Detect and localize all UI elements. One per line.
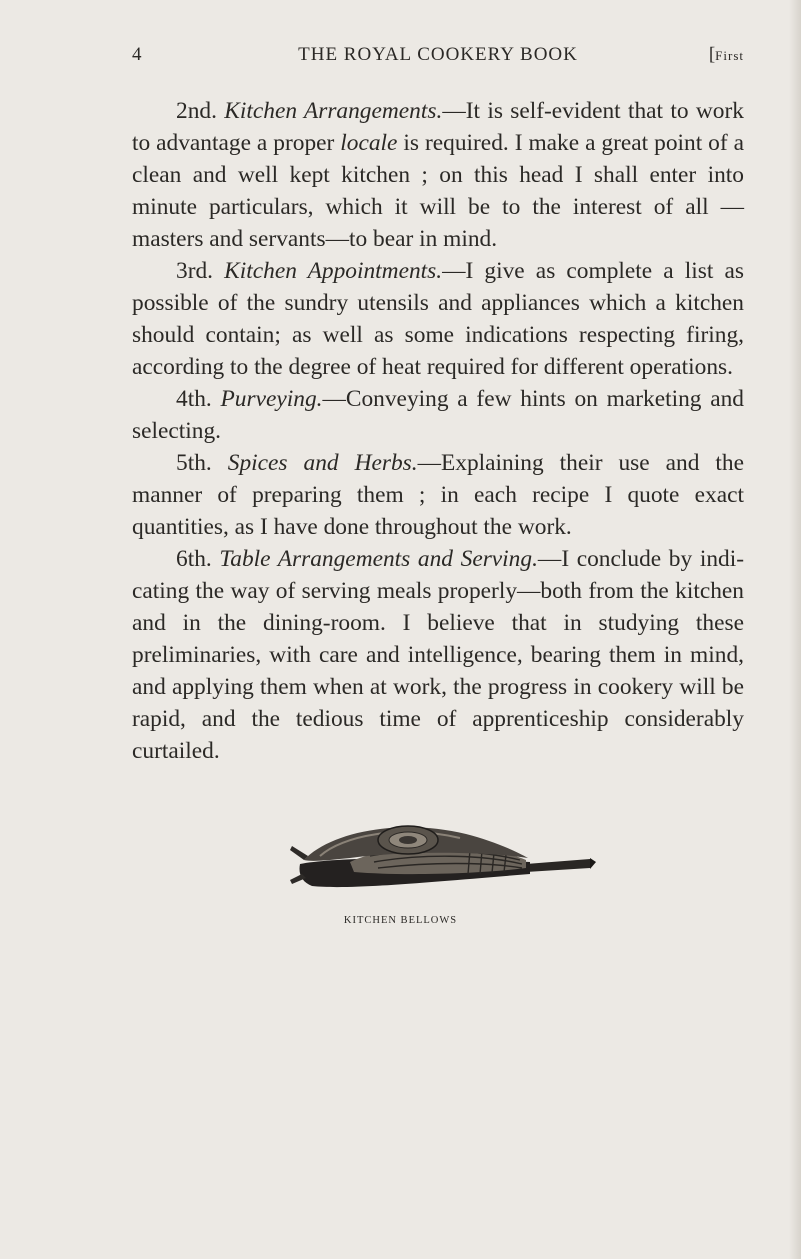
bellows-icon [290, 812, 610, 902]
paragraph-title: Kitchen Appointments. [224, 258, 443, 284]
paragraph-lead: 4th. [176, 386, 212, 412]
paragraph-title: Kitchen Arrangements. [224, 98, 443, 124]
paragraph-lead: 2nd. [176, 98, 217, 124]
section-label [709, 44, 744, 66]
running-title: THE ROYAL COOKERY BOOK [298, 44, 578, 65]
paragraph-text: —I conclude by indi- cating the way of serving meals properly—both from the kitchen and in the dining-room. I believe that in studying these preliminaries, with care and intelligence, bearing them in mind, and applying them when at work, the progress in cookery will be rapid, and the tedious time of apprenticeship considerably curtailed. [132, 546, 744, 764]
paragraph-text: —It is self-evident that to work to advantage a proper [132, 98, 744, 156]
page-number: 4 [132, 44, 142, 65]
running-header [132, 44, 744, 74]
paragraph-kitchen-appointments [132, 255, 744, 383]
paragraph-lead: 6th. [176, 546, 212, 572]
paragraph-text: —Conveying a few hints on marketing and selecting. [132, 386, 744, 444]
paragraph-text: —Explaining their use and the manner of preparing them ; in each recipe I quote exact quantities, as I have done throughout the work. [132, 450, 744, 540]
paragraph-lead: 3rd. [176, 258, 214, 284]
paragraph-title: Spices and Herbs. [227, 450, 418, 476]
section-label-text: First [715, 48, 744, 63]
paragraph-lead: 5th. [176, 450, 212, 476]
paragraph-text-continued: is required. I make a great point of a clean and well kept kitchen ; on this head I shall enter into minute particulars, which it will be to the interest of all —masters and servants—to bear in mind. [132, 130, 744, 252]
section-bracket: [ [708, 44, 716, 65]
paragraph-title: Purveying. [220, 386, 323, 412]
paragraph-table-arrangements [132, 543, 744, 767]
paragraph-kitchen-arrangements [132, 95, 744, 255]
figure-caption: KITCHEN BELLOWS [343, 915, 458, 926]
paragraph-spices-and-herbs [132, 447, 744, 543]
paragraph-text: —I give as complete a list as possible of the sundry utensils and appliances which a kitchen should contain; as well as some indications respecting firing, according to the degree of heat required for different operations. [132, 258, 744, 380]
paragraph-title: Table Arrangements and Serving. [219, 546, 538, 572]
kitchen-bellows-illustration [290, 812, 610, 902]
paragraph-purveying [132, 383, 744, 447]
body-text [132, 95, 744, 767]
page-edge-shadow [789, 0, 801, 1259]
italic-word: locale [340, 130, 398, 156]
